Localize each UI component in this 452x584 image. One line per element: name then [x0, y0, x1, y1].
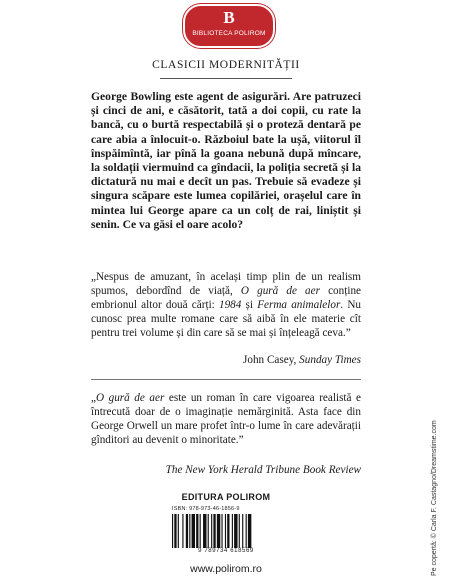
- barcode-bar: [213, 514, 215, 548]
- barcode-bar: [232, 514, 233, 548]
- barcode-bar: [246, 514, 247, 548]
- quotes-divider: [91, 379, 361, 380]
- barcode-bar: [172, 514, 173, 548]
- quote2-title: O gură de aer: [95, 392, 165, 404]
- barcode-bar: [248, 514, 251, 548]
- publisher-name: EDITURA POLIROM: [181, 492, 271, 502]
- barcode-bar: [239, 514, 240, 548]
- barcode-bar: [242, 514, 243, 548]
- quote1-source: Sunday Times: [299, 354, 361, 366]
- barcode-bar: [192, 514, 195, 548]
- quote2-open: „: [91, 392, 96, 404]
- barcode-bar: [203, 514, 206, 548]
- publisher-logo: [183, 4, 275, 48]
- barcode-bar: [225, 514, 226, 548]
- barcode-bar: [182, 514, 183, 548]
- quote1-text-b: conține embrionul altor două cărți:: [91, 285, 362, 312]
- barcode-bar: [211, 514, 212, 548]
- quote1-text-d: . Nu cunosc prea multe romane care să aibă în ele materie cît pentru trei volume și din care să se mai și înțeleagă ceva.”: [91, 299, 361, 340]
- quote2-text: este un roman în care vigoarea realistă e întrecută doar de o imaginație nemărginită. Asta face din George Orwell un mare profet într-o lume în care adevărații gînditori au devenit o minoritate.”: [91, 392, 362, 447]
- barcode-bar: [178, 514, 179, 548]
- publisher-website: www.polirom.ro: [190, 563, 262, 575]
- barcode-bar: [227, 514, 229, 548]
- review-attribution-2: The New York Herald Tribune Book Review: [165, 464, 361, 476]
- logo-mark: B: [223, 8, 235, 27]
- barcode-bar: [186, 514, 188, 548]
- barcode-graphic: [172, 514, 280, 548]
- review-quote-1: [91, 270, 361, 340]
- quote1-book1: 1984: [218, 299, 242, 312]
- series-title: CLASICII MODERNITĂȚII: [152, 59, 300, 71]
- barcode-bar: [234, 514, 237, 548]
- quote1-text-a: „Nespus de amuzant, în același timp plin de un realism spumos, debordînd de viață,: [91, 271, 361, 298]
- isbn-text: ISBN: 978-973-46-1856-9: [172, 506, 240, 512]
- barcode-bar: [189, 514, 190, 548]
- barcode-bar: [174, 514, 176, 548]
- barcode-bar: [217, 514, 220, 548]
- barcode-bar: [208, 514, 209, 548]
- barcode-bar: [221, 514, 222, 548]
- cover-photo-credit: Pe copertă: © Carla F. Castagno/Dreamstime.com: [431, 420, 438, 576]
- review-quote-2: [91, 391, 361, 447]
- barcode-bar: [200, 514, 201, 548]
- logo-text: BIBLIOTECA POLIROM: [192, 30, 266, 37]
- series-divider: [160, 78, 292, 79]
- review-attribution-1: [243, 353, 361, 367]
- barcode-bar: [196, 514, 198, 548]
- book-blurb: George Bowling este agent de asigurări. Are patruzeci și cinci de ani, e căsătorit, tată a doi copii, cu rate la bancă, cu o burtă respectabilă și o proteză dentară pe care abia a înlocuit-o. Războiul bate la ușă, viitorul îl înspăimîntă, iar pînă la goana nebună după mîncare, la soldații viermuind ca gîndacii, la poliția secretă și la dictatură nu mai e decît un pas. Trebuie să evadeze și singura scăpare este lumea copilăriei, orașelul care în mintea lui George apare ca un colț de rai, liniștit și senin. Ce va găsi el oare acolo?: [91, 90, 361, 231]
- quote1-title: O gură de aer: [240, 285, 320, 298]
- quote1-text-c: și: [241, 299, 258, 312]
- quote1-author: John Casey,: [243, 354, 300, 366]
- quote1-book2: Ferma animalelor: [257, 299, 341, 312]
- barcode-number: 9 789734 618569: [198, 548, 254, 554]
